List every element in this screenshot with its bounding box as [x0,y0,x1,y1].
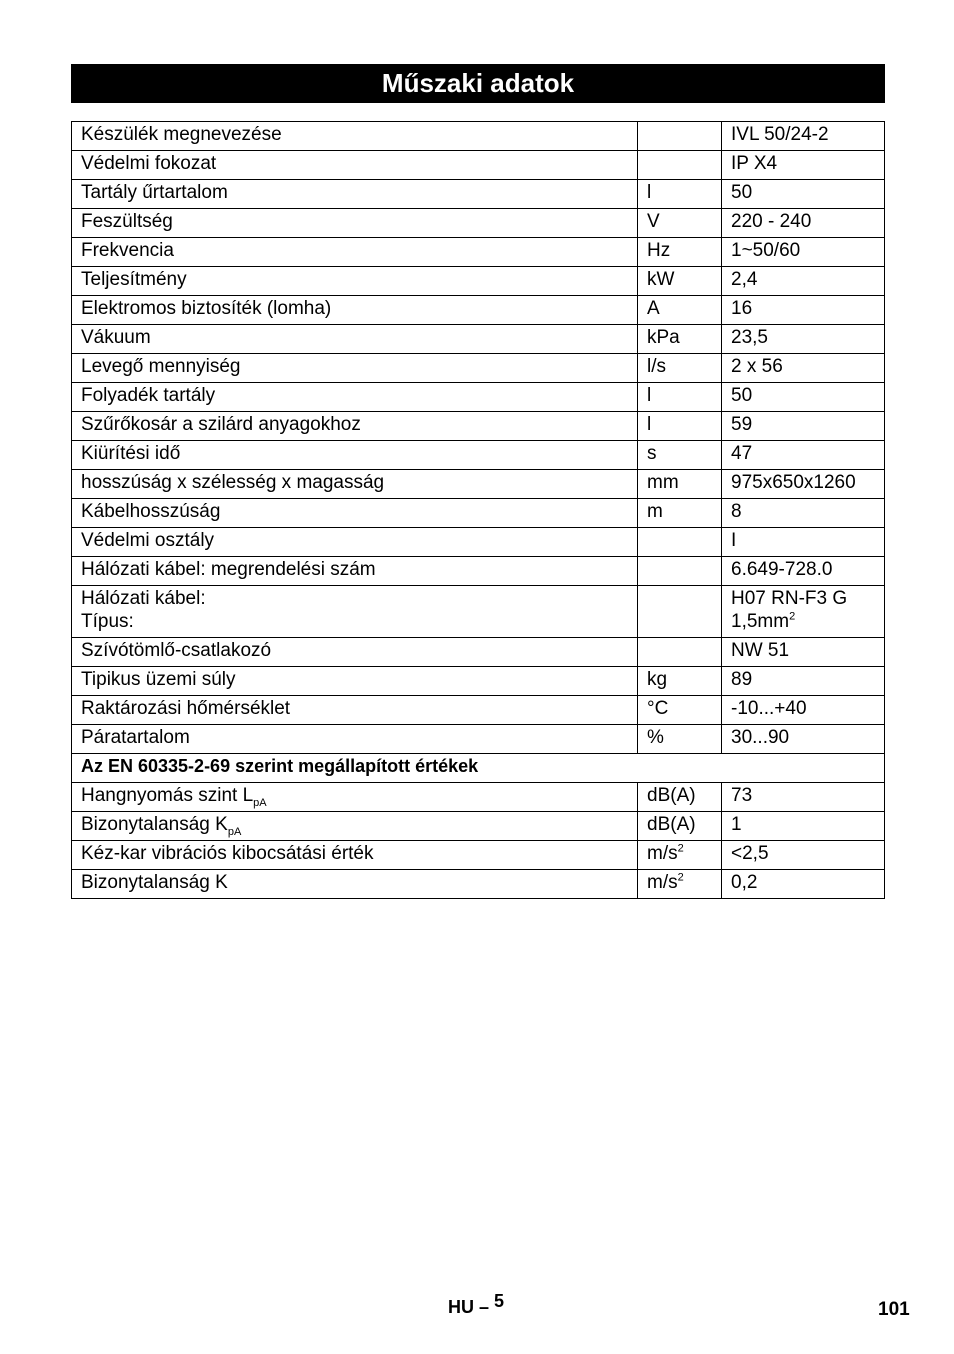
spec-value: 23,5 [722,325,885,354]
spec-unit: l [638,383,722,412]
page-title: Műszaki adatok [71,64,885,103]
footer-section-label [448,1291,505,1318]
table-row [72,209,885,238]
table-row [72,383,885,412]
spec-value: 47 [722,441,885,470]
spec-name [72,812,638,841]
table-row [72,812,885,841]
table-row [72,841,885,870]
table-row [72,528,885,557]
table-row [72,725,885,754]
spec-unit: kPa [638,325,722,354]
spec-unit: kW [638,267,722,296]
section-heading: Az EN 60335-2-69 szerint megállapított értékek [72,754,885,783]
spec-value: 2,4 [722,267,885,296]
spec-value: 8 [722,499,885,528]
spec-name: Elektromos biztosíték (lomha) [72,296,638,325]
table-row [72,696,885,725]
spec-value: 59 [722,412,885,441]
superscript: 2 [677,871,684,884]
table-row [72,151,885,180]
spec-unit: l [638,180,722,209]
table-row [72,870,885,899]
spec-name-text: Hangnyomás szint L [81,785,254,806]
spec-unit: dB(A) [638,783,722,812]
spec-value: 1 [722,812,885,841]
spec-unit [638,870,722,899]
spec-unit: m [638,499,722,528]
spec-value: 6.649-728.0 [722,557,885,586]
spec-unit: l [638,412,722,441]
spec-value: IVL 50/24-2 [722,122,885,151]
spec-value: 50 [722,180,885,209]
table-row [72,557,885,586]
spec-name: Folyadék tartály [72,383,638,412]
table-row [72,499,885,528]
spec-name: Védelmi osztály [72,528,638,557]
spec-unit: l/s [638,354,722,383]
spec-value: 2 x 56 [722,354,885,383]
spec-value: 975x650x1260 [722,470,885,499]
spec-unit [638,557,722,586]
spec-value: I [722,528,885,557]
spec-unit: V [638,209,722,238]
spec-name: Páratartalom [72,725,638,754]
spec-unit-text: m/s [647,843,678,864]
table-row [72,325,885,354]
spec-value: <2,5 [722,841,885,870]
table-row [72,122,885,151]
spec-value: 0,2 [722,870,885,899]
spec-unit: % [638,725,722,754]
spec-value: 30...90 [722,725,885,754]
table-row-cable-type [72,586,885,638]
section-heading-row [72,754,885,783]
superscript: 2 [677,842,684,855]
spec-value: 73 [722,783,885,812]
spec-unit: s [638,441,722,470]
spec-unit: °C [638,696,722,725]
spec-value-line1: H07 RN-F3 G [731,588,848,609]
spec-name-line1: Hálózati kábel: [81,588,206,609]
spec-value: 1~50/60 [722,238,885,267]
spec-name: hosszúság x szélesség x magasság [72,470,638,499]
spec-name: Kéz-kar vibrációs kibocsátási érték [72,841,638,870]
subscript: pA [253,796,267,809]
spec-unit [638,638,722,667]
spec-unit: A [638,296,722,325]
table-row [72,267,885,296]
spec-name [72,783,638,812]
spec-value: NW 51 [722,638,885,667]
spec-name: Vákuum [72,325,638,354]
spec-name [72,586,638,638]
spec-value: -10...+40 [722,696,885,725]
spec-value [722,586,885,638]
footer-lang-code: HU [448,1297,474,1317]
page-number: 101 [878,1299,910,1320]
spec-name: Kábelhosszúság [72,499,638,528]
spec-unit: dB(A) [638,812,722,841]
spec-name: Feszültség [72,209,638,238]
spec-name: Bizonytalanság K [72,870,638,899]
footer-section-page: 5 [494,1291,505,1311]
spec-name: Levegő mennyiség [72,354,638,383]
spec-name: Szívótömlő-csatlakozó [72,638,638,667]
table-row [72,470,885,499]
spec-name: Hálózati kábel: megrendelési szám [72,557,638,586]
spec-name: Frekvencia [72,238,638,267]
spec-name: Kiürítési idő [72,441,638,470]
spec-unit [638,528,722,557]
table-row [72,180,885,209]
table-row [72,354,885,383]
spec-value-line2: 1,5mm [731,611,790,632]
spec-name: Raktározási hőmérséklet [72,696,638,725]
table-row [72,638,885,667]
subscript: pA [227,825,242,838]
table-row [72,783,885,812]
footer-dash: – [479,1297,490,1317]
spec-value: 89 [722,667,885,696]
spec-name-text: Bizonytalanság K [81,814,228,835]
superscript: 2 [789,610,796,623]
spec-unit-text: m/s [647,872,678,893]
table-row [72,296,885,325]
spec-unit: mm [638,470,722,499]
spec-unit: Hz [638,238,722,267]
spec-unit [638,122,722,151]
spec-value: 220 - 240 [722,209,885,238]
spec-unit [638,151,722,180]
spec-name: Szűrőkosár a szilárd anyagokhoz [72,412,638,441]
table-row [72,667,885,696]
spec-unit [638,841,722,870]
spec-value: IP X4 [722,151,885,180]
spec-name: Tipikus üzemi súly [72,667,638,696]
table-row [72,441,885,470]
spec-name: Tartály űrtartalom [72,180,638,209]
spec-name: Védelmi fokozat [72,151,638,180]
spec-unit: kg [638,667,722,696]
spec-name: Készülék megnevezése [72,122,638,151]
table-row [72,412,885,441]
table-row [72,238,885,267]
spec-value: 16 [722,296,885,325]
spec-unit [638,586,722,638]
spec-value: 50 [722,383,885,412]
spec-name-line2: Típus: [81,611,134,632]
specs-table [71,121,885,899]
spec-name: Teljesítmény [72,267,638,296]
